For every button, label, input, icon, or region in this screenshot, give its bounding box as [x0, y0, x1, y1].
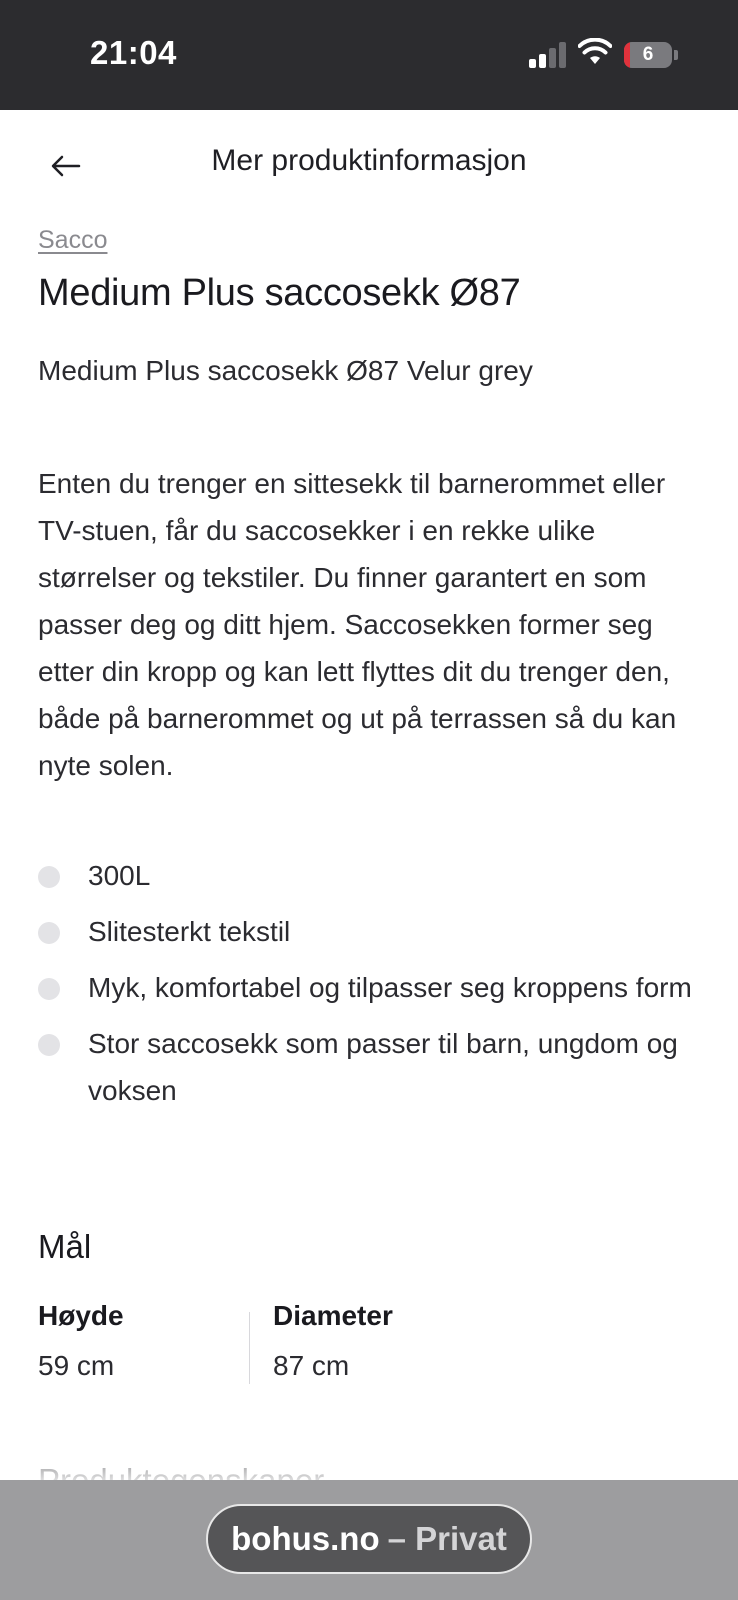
height-spec: [38, 1300, 124, 1382]
wifi-icon: [578, 38, 612, 66]
divider: [249, 1312, 250, 1384]
list-item: [38, 964, 708, 1011]
page-header: [0, 110, 738, 215]
bullet-dot-icon: [38, 922, 60, 944]
scroll-fade: [0, 1420, 738, 1480]
feature-text: Myk, komfortabel og tilpasser seg kroppens form: [88, 972, 692, 1003]
diameter-label: Diameter: [273, 1300, 393, 1331]
feature-text: Slitesterkt tekstil: [88, 916, 291, 947]
list-item: [38, 852, 708, 899]
page-title: Mer produktinformasjon: [211, 144, 527, 177]
status-bar: [0, 0, 738, 110]
private-mode-label: – Privat: [387, 1520, 507, 1557]
status-time: 21:04: [90, 34, 177, 71]
bullet-dot-icon: [38, 978, 60, 1000]
height-value: 59 cm: [38, 1350, 115, 1381]
brand-link[interactable]: Sacco: [38, 226, 108, 254]
battery-icon: [624, 42, 678, 68]
list-item: [38, 908, 708, 955]
diameter-value: 87 cm: [273, 1350, 350, 1381]
dimensions-heading: Mål: [38, 1228, 92, 1265]
feature-text: Stor saccosekk som passer til barn, ungdom og voksen: [88, 1028, 678, 1106]
product-title: Medium Plus saccosekk Ø87: [38, 272, 521, 314]
address-bar[interactable]: [206, 1504, 532, 1574]
battery-level: 6: [642, 44, 654, 65]
diameter-spec: [273, 1300, 393, 1382]
feature-text: 300L: [88, 860, 151, 891]
signal-icon: [529, 42, 567, 68]
feature-list: [38, 852, 708, 1123]
product-description: Enten du trenger en sittesekk til barnerommet eller TV-stuen, får du saccosekker i en rekke ulike størrelser og tekstiler. Du finner garantert en som passer deg og ditt hjem. Saccosekken former seg etter din kropp og kan lett flyttes dit du trenger den, både på barnerommet og ut på terrassen så du kan nyte solen.: [38, 468, 677, 781]
bullet-dot-icon: [38, 1034, 60, 1056]
product-variant: Medium Plus saccosekk Ø87 Velur grey: [38, 355, 533, 386]
bullet-dot-icon: [38, 866, 60, 888]
url-domain: bohus.no: [231, 1520, 380, 1557]
height-label: Høyde: [38, 1300, 124, 1331]
list-item: [38, 1020, 708, 1114]
